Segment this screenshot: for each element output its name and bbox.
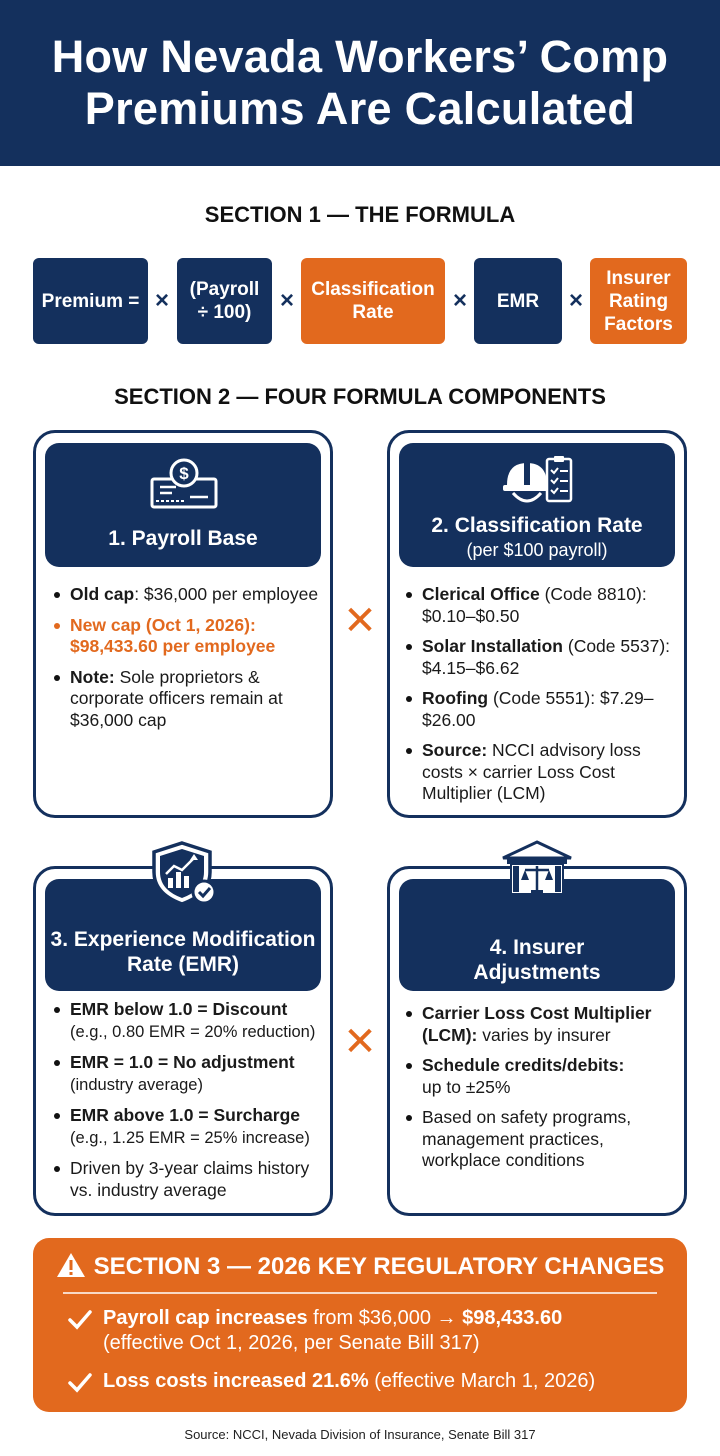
section2-title: SECTION 2 — FOUR FORMULA COMPONENTS <box>114 384 606 409</box>
courthouse-scales-icon <box>499 838 575 904</box>
list-item: Roofing (Code 5551): $7.29–$26.00 <box>404 688 684 731</box>
page-header <box>0 0 720 166</box>
page-title-line1: How Nevada Workers’ Comp <box>51 31 669 82</box>
card-classification-rate-list <box>404 584 684 814</box>
page-title-line2: Premiums Are Calculated <box>84 83 636 134</box>
list-item: Note: Sole proprietors & corporate officers remain at $36,000 cap <box>52 667 322 732</box>
card-insurer-adjustments <box>387 866 687 1216</box>
list-item: EMR above 1.0 = Surcharge (e.g., 1.25 EMR = 25% increase) <box>52 1105 334 1149</box>
card-classification-rate-subtitle: (per $100 payroll) <box>466 540 608 560</box>
list-item: Source: NCCI advisory loss costs × carrier Loss Cost Multiplier (LCM) <box>404 740 684 805</box>
list-item: Solar Installation (Code 5537): $4.15–$6.62 <box>404 636 684 679</box>
list-item: New cap (Oct 1, 2026): $98,433.60 per employee <box>52 615 322 658</box>
formula-term-emr: EMR <box>474 258 562 344</box>
card-emr-list <box>52 999 334 1210</box>
formula-term-premium: Premium = <box>33 258 148 344</box>
list-item: Driven by 3-year claims history vs. industry average <box>52 1158 334 1201</box>
section3-title: SECTION 3 — 2026 KEY REGULATORY CHANGES <box>33 1252 687 1281</box>
card-emr-title: 3. Experience Modification Rate (EMR) <box>50 928 316 976</box>
list-item: Carrier Loss Cost Multiplier (LCM): varies by insurer <box>404 1003 680 1046</box>
list-item: EMR below 1.0 = Discount (e.g., 0.80 EMR = 20% reduction) <box>52 999 334 1043</box>
formula-term-insurer-rating-factors: Insurer Rating Factors <box>590 258 687 344</box>
card-payroll-base-title: 1. Payroll Base <box>108 527 258 550</box>
formula-operator: × <box>568 287 583 314</box>
section1-title: SECTION 1 — THE FORMULA <box>204 202 516 227</box>
formula-operator: × <box>452 287 467 314</box>
card-classification-rate <box>387 430 687 818</box>
card-insurer-adjustments-title: 4. Insurer Adjustments <box>473 936 601 984</box>
multiply-icon: ✕ <box>343 599 377 643</box>
formula-operator: × <box>279 287 294 314</box>
card-classification-rate-title: 2. Classification Rate <box>431 514 643 537</box>
warning-icon <box>56 1252 86 1278</box>
card-emr <box>33 866 333 1216</box>
list-item: Schedule credits/debits: up to ±25% <box>404 1055 680 1098</box>
section3-panel: SECTION 3 — 2026 KEY REGULATORY CHANGES Payroll cap increases from $36,000 → $98,433.60 (effective Oct 1, 2026, per Senate Bill 317) Loss costs increased 21.6% (effective March 1, 2026) <box>33 1238 687 1412</box>
source-note: Source: NCCI, Nevada Division of Insurance, Senate Bill 317 <box>184 1427 536 1442</box>
formula-term-classification-rate: Classification Rate <box>301 258 445 344</box>
multiply-icon: ✕ <box>343 1020 377 1064</box>
card-payroll-base-list <box>52 584 322 740</box>
divider <box>63 1292 657 1294</box>
list-item: Old cap: $36,000 per employee <box>52 584 322 606</box>
list-item: EMR = 1.0 = No adjustment (industry average) <box>52 1052 334 1096</box>
formula-term-payroll: (Payroll ÷ 100) <box>177 258 272 344</box>
hardhat-clipboard-icon <box>501 453 575 509</box>
card-insurer-adjustments-list <box>404 1003 680 1181</box>
checkmark-icon <box>67 1371 93 1393</box>
shield-chart-icon <box>144 840 224 908</box>
card-classification-rate-header <box>399 443 675 567</box>
checkmark-icon <box>67 1308 93 1330</box>
list-item: Based on safety programs, management practices, workplace conditions <box>404 1107 680 1172</box>
list-item: Clerical Office (Code 8810): $0.10–$0.50 <box>404 584 684 627</box>
card-payroll-base <box>33 430 333 818</box>
svg-text:$: $ <box>179 464 189 483</box>
formula-operator: × <box>154 287 169 314</box>
card-payroll-base-header <box>45 443 321 567</box>
paycheck-icon <box>146 457 222 513</box>
